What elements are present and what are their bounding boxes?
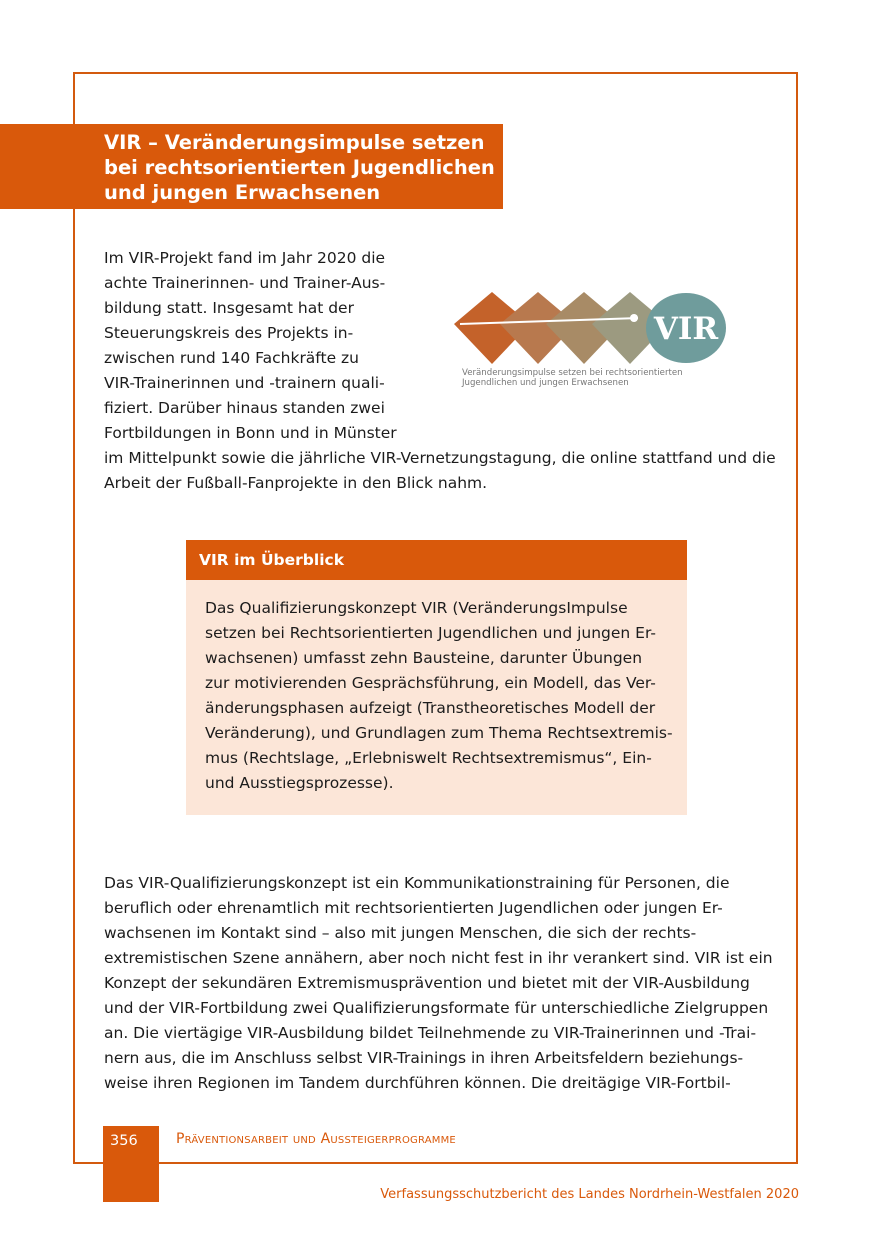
logo-caption-line-2: Jugendlichen und jungen Erwachsenen xyxy=(462,378,629,388)
text-line: Das Qualifizierungskonzept VIR (VeränderungsImpulse xyxy=(205,599,628,617)
section-title xyxy=(104,130,503,205)
text-line: änderungsphasen aufzeigt (Transtheoretisches Modell der xyxy=(205,699,656,717)
logo-connector-dot xyxy=(630,314,638,322)
text-line: und der VIR-Fortbildung zwei Qualifizierungsformate für unterschiedliche Zielgruppen xyxy=(104,999,769,1017)
text-line: extremistischen Szene annähern, aber noch nicht fest in ihr verankert sind. VIR ist ein xyxy=(104,949,773,967)
text-line: Konzept der sekundären Extremismusprävention und bietet mit der VIR-Ausbildung xyxy=(104,974,750,992)
text-line: Arbeit der Fußball-Fanprojekte in den Blick nahm. xyxy=(104,474,488,492)
text-line: im Mittelpunkt sowie die jährliche VIR-Vernetzungstagung, die online stattfand und die xyxy=(104,449,776,467)
body-paragraph xyxy=(104,871,773,1096)
text-line: achte Trainerinnen- und Trainer-Aus- xyxy=(104,274,386,292)
logo-wordmark: VIR xyxy=(653,311,719,347)
overview-box xyxy=(186,540,687,815)
text-line: setzen bei Rechtsorientierten Jugendlichen und jungen Er- xyxy=(205,624,656,642)
title-line: VIR – Veränderungsimpulse setzen xyxy=(104,131,485,154)
text-line: Im VIR-Projekt fand im Jahr 2020 die xyxy=(104,249,386,267)
text-line: bildung statt. Insgesamt hat der xyxy=(104,299,354,317)
title-line: und jungen Erwachsenen xyxy=(104,181,381,204)
page-number: 356 xyxy=(103,1126,159,1202)
text-line: an. Die viertägige VIR-Ausbildung bildet Teilnehmende zu VIR-Trainerinnen und -Trai- xyxy=(104,1024,757,1042)
section-title-bar xyxy=(0,124,503,209)
text-line: nern aus, die im Anschluss selbst VIR-Trainings in ihren Arbeitsfeldern beziehungs- xyxy=(104,1049,744,1067)
text-line: wachsenen) umfasst zehn Bausteine, darunter Übungen xyxy=(205,649,643,667)
overview-box-title: VIR im Überblick xyxy=(186,540,687,580)
running-section-title: Präventionsarbeit und Aussteigerprogramme xyxy=(176,1131,456,1147)
logo-caption-line-1: Veränderungsimpulse setzen bei rechtsorientierten xyxy=(462,368,683,378)
text-line: zwischen rund 140 Fachkräfte zu xyxy=(104,349,359,367)
text-line: Veränderung), und Grundlagen zum Thema Rechtsextremis- xyxy=(205,724,673,742)
text-line: fiziert. Darüber hinaus standen zwei xyxy=(104,399,385,417)
text-line: beruflich oder ehrenamtlich mit rechtsorientierten Jugendlichen oder jungen Er- xyxy=(104,899,723,917)
vir-logo xyxy=(450,286,732,390)
text-line: VIR-Trainerinnen und -trainern quali- xyxy=(104,374,385,392)
text-line: zur motivierenden Gesprächsführung, ein Modell, das Ver- xyxy=(205,674,656,692)
text-line: weise ihren Regionen im Tandem durchführen können. Die dreitägige VIR-Fortbil- xyxy=(104,1074,731,1092)
text-line: mus (Rechtslage, „Erlebniswelt Rechtsextremismus“, Ein- xyxy=(205,749,652,767)
text-line: Fortbildungen in Bonn und in Münster xyxy=(104,424,397,442)
text-line: Steuerungskreis des Projekts in- xyxy=(104,324,354,342)
text-line: wachsenen im Kontakt sind – also mit jungen Menschen, die sich der rechts- xyxy=(104,924,697,942)
report-title: Verfassungsschutzbericht des Landes Nordrhein-Westfalen 2020 xyxy=(380,1187,799,1202)
overview-box-text xyxy=(186,580,687,796)
title-line: bei rechtsorientierten Jugendlichen xyxy=(104,156,495,179)
text-line: Das VIR-Qualifizierungskonzept ist ein Kommunikationstraining für Personen, die xyxy=(104,874,730,892)
text-line: und Ausstiegsprozesse). xyxy=(205,774,394,792)
